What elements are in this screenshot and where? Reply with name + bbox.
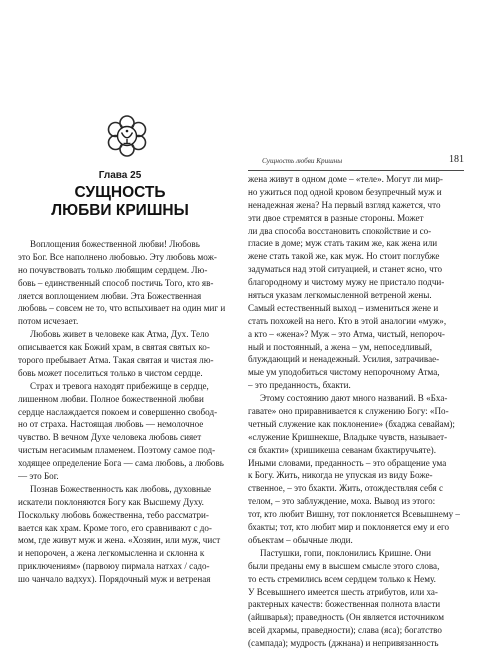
- left-body-text: [18, 238, 230, 586]
- text-line: ненадежная жена? На первый взгляд кажется, что: [248, 199, 441, 210]
- text-line: задуматься над этой ситуацией, и станет ясно, что: [248, 264, 443, 275]
- running-head: [248, 154, 464, 171]
- text-line: Пастушки, гопи, поклонились Кришне. Они: [260, 547, 431, 558]
- chapter-title: [0, 184, 240, 220]
- text-line: Иными словами, преданность – это обращение ума: [248, 457, 447, 468]
- text-line: гавате» оно приравнивается к служению Богу: «По-: [248, 406, 449, 417]
- lotus-emblem-icon: [103, 110, 151, 162]
- text-line: мом, где живут муж и жена. «Хозяин, или муж, чист: [18, 535, 221, 546]
- text-line: торого пребывает Атма. Такая святая и чистая лю-: [18, 355, 214, 366]
- text-line: четный служение как поклонение» (бхаджа севайам);: [248, 418, 455, 429]
- text-line: Любовь живет в человеке как Атма, Дух. Тело: [30, 329, 210, 340]
- text-line: телом, – это заблуждение, моха. Вывод из этого:: [248, 496, 436, 507]
- text-line: У Всевышнего имеется шесть атрибутов, или ха-: [248, 586, 438, 597]
- text-line: Страх и тревога находят прибежище в сердце,: [30, 380, 209, 391]
- text-line: а кто – «жена»? Муж – это Атма, чистый, непороч-: [248, 328, 445, 339]
- text-line: (сампада); мудрость (джнана) и непривязанность: [248, 638, 439, 649]
- text-line: но почувствовать только любящим сердцем. Лю-: [18, 264, 208, 275]
- running-title: Сущность любви Кришны: [262, 157, 343, 165]
- text-line: к Богу. Жить, никогда не упуская из виду Боже-: [248, 470, 433, 481]
- paragraph: [18, 238, 230, 328]
- text-line: эти двое стремятся в разные стороны. Может: [248, 212, 424, 223]
- text-line: ственное, – это бхакти. Жить, отождествляя себя с: [248, 483, 443, 494]
- text-line: то есть стремились всем сердцем только к Нему.: [248, 573, 436, 584]
- text-line: любовь – совсем не то, что вспыхивает на один миг и: [18, 303, 226, 314]
- text-line: объектам – обычные люди.: [248, 534, 353, 545]
- page-number: 181: [449, 154, 464, 165]
- text-line: описывается как Божий храм, в святая святых ко-: [18, 342, 210, 353]
- text-line: сердце наслаждается покоем и совершенно свобод-: [18, 406, 218, 417]
- text-line: ходящее определение Бога — сама любовь, а любовь: [18, 458, 224, 469]
- right-body-text: [248, 173, 467, 650]
- text-line: жена живут в одном доме – «теле». Могут ли мир-: [248, 174, 443, 184]
- text-line: ли два способа восстановить спокойствие и со-: [248, 225, 432, 236]
- text-line: были преданы ему в высшем смысле этого слова,: [248, 560, 440, 571]
- text-line: тот, кто любит Вишну, тот поклоняется Всевышнему –: [248, 509, 460, 520]
- text-line: шо чанчало вадхух). Порядочный муж и ветреная: [18, 574, 211, 585]
- right-page: [240, 0, 480, 650]
- text-line: «служение Кришнекше, Владыке чувств, называет-: [248, 431, 448, 442]
- paragraph: [248, 173, 467, 392]
- chapter-title-line-1: СУЩНОСТЬ: [74, 184, 166, 201]
- text-line: бовь – единственный способ постичь Того, кто яв-: [18, 277, 214, 288]
- chapter-title-line-2: ЛЮБВИ КРИШНЫ: [51, 202, 189, 219]
- text-line: Этому состоянию дают много названий. В «Бха-: [260, 393, 448, 404]
- text-line: приключениям» (парвоюу пирмала натхах / садо-: [18, 561, 210, 572]
- text-line: Познав Божественность как любовь, духовные: [30, 483, 212, 494]
- text-line: гласие в доме; муж стать таким же, как жена или: [248, 238, 438, 249]
- text-line: потом исчезает.: [18, 316, 79, 327]
- text-line: всей дхармы, праведности); слава (яса); богатство: [248, 625, 442, 636]
- text-line: ляется воплощением любви. Эта Божественная: [18, 290, 202, 301]
- chapter-label: Глава 25: [98, 170, 142, 181]
- text-line: искатели поклоняются Богу как Высшему Духу.: [18, 496, 204, 507]
- text-line: вается как храм. Кроме того, его сравнивают с до-: [18, 522, 212, 533]
- text-line: чувство. В вечном Духе человека любовь сияет: [18, 432, 202, 443]
- text-line: рактерных качеств: божественная полнота власти: [248, 599, 441, 610]
- paragraph: [248, 392, 467, 547]
- text-line: стать похожей на него. Кто в этой аналогии «муж»,: [248, 315, 447, 326]
- paragraph: [18, 483, 230, 586]
- paragraph: [248, 547, 467, 650]
- text-line: бовь может поселиться только в чистом сердце.: [18, 367, 203, 378]
- text-line: мые ум уподобиться чистому непорочному Атма,: [248, 367, 440, 378]
- text-line: Самый естественный выход – измениться жене и: [248, 302, 439, 313]
- text-line: и непорочен, а жена легкомысленна и склонна к: [18, 548, 205, 559]
- text-line: чистым негасимым пламенем. Поэтому самое под-: [18, 445, 216, 456]
- text-line: бхакты; тот, кто любит мир и поклоняется ему и его: [248, 522, 450, 533]
- text-line: но от страха. Настоящая любовь — немолочное: [18, 419, 204, 430]
- text-line: — это Бог.: [18, 471, 59, 482]
- text-line: (айшварья); праведность (Он является источником: [248, 612, 445, 623]
- text-line: лишенном любви. Полное божественной любви: [18, 393, 204, 404]
- text-line: жене стать такой же, как муж. Но стоит поглубже: [248, 251, 440, 262]
- text-line: – это преданность, бхакти.: [248, 380, 351, 391]
- text-line: Поскольку любовь божественна, тебо рассматри-: [18, 509, 209, 520]
- text-line: няться указам легкомысленной ветреной жены.: [248, 290, 432, 301]
- text-line: Воплощения божественной любви! Любовь: [30, 239, 200, 249]
- paragraph: [18, 380, 230, 483]
- paragraph: [18, 328, 230, 380]
- text-line: ся бхакти» (хришикеша севанам бхактиручьяте).: [248, 444, 436, 455]
- text-line: но ужиться под одной кровом безупречный муж и: [248, 186, 442, 197]
- text-line: благородному и чистому мужу не пристало подчи-: [248, 277, 445, 288]
- text-line: это Бог. Все наполнено любовью. Эту любовь мож-: [18, 251, 217, 262]
- text-line: ный и постоянный, а жена – ум, непоседливый,: [248, 341, 433, 352]
- text-line: блуждающий и ненадежный. Усилия, затрачивае-: [248, 354, 440, 365]
